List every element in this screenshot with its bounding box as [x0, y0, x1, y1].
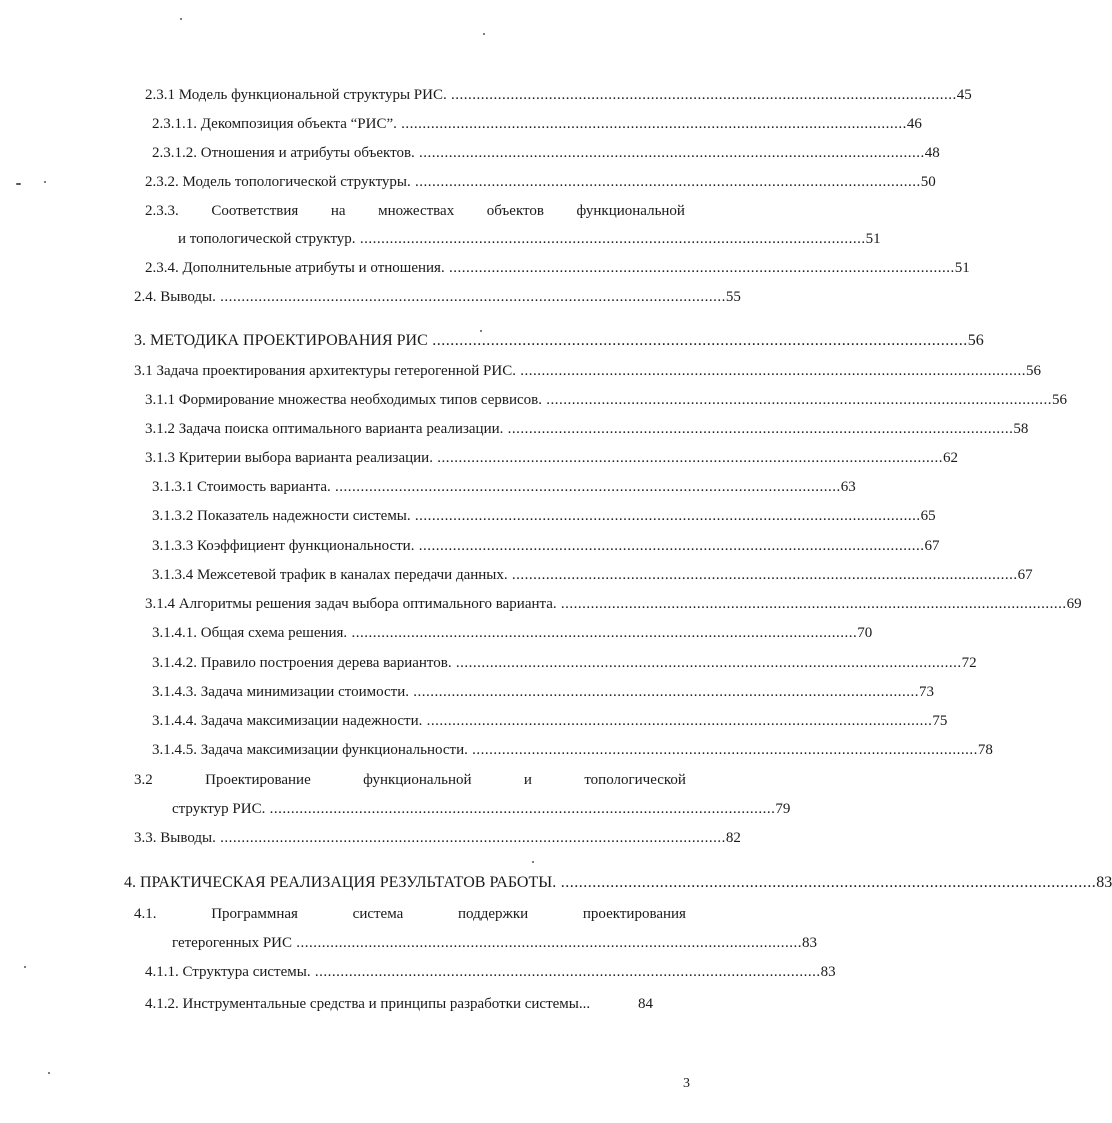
toc-entry [145, 391, 1068, 409]
toc-entry [145, 420, 1029, 438]
toc-entry-justified [134, 771, 686, 789]
toc-entry-page: 48 [924, 145, 940, 161]
toc-entry-page: 56 [1025, 363, 1041, 379]
toc-entry [152, 144, 940, 162]
toc-entry-page: 79 [775, 801, 791, 817]
toc-entry-page: 51 [954, 260, 970, 276]
toc-leader: ....................................................................................................................... [507, 567, 1018, 583]
toc-entry-title: и топологической структур. [178, 231, 356, 247]
toc-entry-title: 3. МЕТОДИКА ПРОЕКТИРОВАНИЯ РИС [134, 332, 428, 349]
toc-leader: ....................................................................................................................... [330, 479, 841, 495]
toc-leader: ....................................................................................................................... [215, 289, 726, 305]
toc-entry-page: 83 [820, 964, 836, 980]
scan-speck [24, 966, 26, 968]
toc-leader: ....................................................................................................................... [446, 87, 957, 103]
toc-entry-page: 45 [956, 87, 972, 103]
toc-entry-title: 3.1.3.1 Стоимость варианта. [152, 479, 331, 495]
toc-entry-title: 3.1.4 Алгоритмы решения задач выбора оптимального варианта. [145, 596, 557, 612]
toc-leader: ....................................................................................................................... [410, 174, 921, 190]
toc-entry [152, 537, 940, 555]
toc-entry-page: 82 [725, 830, 741, 846]
toc-word: объектов [486, 203, 544, 219]
toc-word: функциональной [363, 772, 472, 788]
toc-word: множествах [378, 203, 455, 219]
toc-entry-page: 56 [967, 332, 984, 349]
toc-entry-title: 3.1.3 Критерии выбора варианта реализации. [145, 450, 433, 466]
toc-entry-page: 63 [840, 479, 856, 495]
toc-leader: ....................................................................................................................... [408, 684, 919, 700]
toc-entry [145, 995, 653, 1013]
toc-leader: ....................................................................................................................... [542, 392, 1053, 408]
toc-entry-title: 3.1 Задача проектирования архитектуры гетерогенной РИС. [134, 363, 516, 379]
toc-leader: ....................................................................................................................... [432, 450, 943, 466]
toc-leader: ....................................................................................................................... [515, 363, 1026, 379]
toc-entry-page: 78 [977, 742, 993, 758]
toc-entry-title: 3.1.3.2 Показатель надежности системы. [152, 508, 411, 524]
toc-entry-page: 69 [1066, 596, 1082, 612]
toc-word: 4.1. [134, 906, 157, 922]
toc-word: топологической [584, 772, 686, 788]
toc-entry-page: 56 [1052, 392, 1068, 408]
toc-leader: ....................................................................................................................... [310, 964, 821, 980]
toc-chapter [124, 874, 1112, 892]
toc-word: Проектирование [205, 772, 311, 788]
toc-entry-page: 67 [924, 538, 940, 554]
scan-speck [48, 1072, 50, 1074]
toc-entry-title: 3.1.3.4 Межсетевой трафик в каналах передачи данных. [152, 567, 508, 583]
toc-entry-title: 2.3.1 Модель функциональной структуры РИС. [145, 87, 447, 103]
toc-entry-title: 2.3.1.2. Отношения и атрибуты объектов. [152, 145, 415, 161]
toc-entry [152, 654, 977, 672]
toc-entry [145, 449, 958, 467]
toc-word: и [523, 772, 532, 788]
toc-entry-title: 4.1.1. Структура системы. [145, 964, 311, 980]
toc-entry-title: 2.3.4. Дополнительные атрибуты и отношения. [145, 260, 445, 276]
toc-word: система [352, 906, 404, 922]
toc-leader: ....................................................................................................................... [451, 655, 962, 671]
toc-entry [172, 800, 791, 818]
toc-entry [172, 934, 817, 952]
toc-entry-page: 83 [802, 935, 817, 951]
toc-entry-page: 65 [920, 508, 936, 524]
scan-speck [483, 33, 485, 35]
toc-leader: ....................................................................................................................... [215, 830, 726, 846]
toc-leader: ....................................................................................................................... [414, 145, 925, 161]
toc-entry [145, 173, 936, 191]
toc-entry [152, 712, 948, 730]
toc-leader: ....................................................................................................................... [410, 508, 921, 524]
toc-leader: ....................................................................................................................... [347, 625, 858, 641]
toc-entry-title: 2.4. Выводы. [134, 289, 216, 305]
toc-entry [145, 86, 972, 104]
toc-entry-page: 50 [920, 174, 936, 190]
toc-entry [152, 624, 873, 642]
toc-leader: ....................................................................................................................... [414, 538, 925, 554]
toc-entry-page: 73 [918, 684, 934, 700]
toc-word: проектирования [582, 906, 686, 922]
toc-leader: ....................................................................................................................... [292, 935, 802, 951]
toc-entry-title: структур РИС. [172, 801, 266, 817]
toc-entry [152, 478, 856, 496]
toc-leader: ....................................................................................................................... [467, 742, 978, 758]
toc-entry [145, 595, 1082, 613]
toc-entry [145, 963, 836, 981]
toc-entry [152, 566, 1033, 584]
toc-leader: ....................................................................................................................... [265, 801, 776, 817]
toc-leader: ....................................................................................................................... [355, 231, 866, 247]
toc-entry-page: 70 [857, 625, 873, 641]
toc-word: функциональной [576, 203, 685, 219]
toc-entry-page: 83 [1096, 874, 1112, 891]
toc-chapter [134, 332, 984, 350]
toc-leader: ....................................................................................................................... [556, 596, 1067, 612]
toc-entry-title: 3.1.4.1. Общая схема решения. [152, 625, 348, 641]
toc-entry [145, 259, 970, 277]
scan-speck [480, 330, 482, 332]
toc-entry-title: 3.3. Выводы. [134, 830, 216, 846]
toc-entry-justified [145, 202, 685, 220]
scan-speck [180, 18, 182, 20]
scan-speck [16, 183, 21, 185]
toc-entry-title: 4. ПРАКТИЧЕСКАЯ РЕАЛИЗАЦИЯ РЕЗУЛЬТАТОВ РАБОТЫ. [124, 874, 557, 891]
toc-entry [152, 741, 993, 759]
toc-entry-page: 58 [1013, 421, 1029, 437]
toc-leader: ....................................................................................................................... [427, 332, 968, 349]
toc-entry [152, 115, 922, 133]
toc-entry-title: 3.1.1 Формирование множества необходимых типов сервисов. [145, 392, 543, 408]
toc-entry-title: 3.1.4.5. Задача максимизации функциональности. [152, 742, 468, 758]
toc-entry-page: 72 [961, 655, 977, 671]
toc-entry-page: 62 [942, 450, 958, 466]
toc-word: 2.3.3. [145, 203, 179, 219]
toc-word: 3.2 [134, 772, 153, 788]
toc-entry-title: 3.1.2 Задача поиска оптимального варианта реализации. [145, 421, 504, 437]
toc-leader: ....................................................................................................................... [503, 421, 1014, 437]
toc-entry-title: 3.1.4.2. Правило построения дерева вариантов. [152, 655, 452, 671]
toc-entry [134, 288, 741, 306]
toc-entry-title: 3.1.3.3 Коэффициент функциональности. [152, 538, 415, 554]
toc-leader: ....................................................................................................................... [556, 874, 1097, 891]
toc-entry-justified [134, 905, 686, 923]
toc-entry-title: гетерогенных РИС [172, 935, 292, 951]
toc-entry [134, 829, 741, 847]
page-number: 3 [683, 1076, 690, 1091]
toc-entry-page: 67 [1017, 567, 1033, 583]
toc-entry-title: 3.1.4.4. Задача максимизации надежности. [152, 713, 423, 729]
toc-leader: ....................................................................................................................... [396, 116, 907, 132]
toc-entry-page: 46 [906, 116, 922, 132]
toc-word: поддержки [457, 906, 529, 922]
toc-entry-page: 75 [932, 713, 948, 729]
toc-entry-page: 84 [638, 996, 653, 1012]
scan-speck [44, 181, 46, 183]
scan-speck [532, 861, 534, 863]
toc-word: Программная [211, 906, 298, 922]
toc-entry-title: 3.1.4.3. Задача минимизации стоимости. [152, 684, 409, 700]
toc-entry-page: 51 [865, 231, 881, 247]
toc-leader: ....................................................................................................................... [444, 260, 955, 276]
toc-entry [152, 683, 934, 701]
toc-entry-title: 4.1.2. Инструментальные средства и принципы разработки системы... [145, 996, 591, 1012]
toc-entry-page: 55 [725, 289, 741, 305]
toc-entry [178, 230, 881, 248]
toc-entry-title: 2.3.2. Модель топологической структуры. [145, 174, 411, 190]
toc-leader: ....................................................................................................................... [422, 713, 933, 729]
toc-word: на [330, 203, 346, 219]
toc-entry [134, 362, 1041, 380]
toc-entry-title: 2.3.1.1. Декомпозиция объекта “РИС”. [152, 116, 397, 132]
toc-word: Соответствия [211, 203, 299, 219]
toc-entry [152, 507, 936, 525]
